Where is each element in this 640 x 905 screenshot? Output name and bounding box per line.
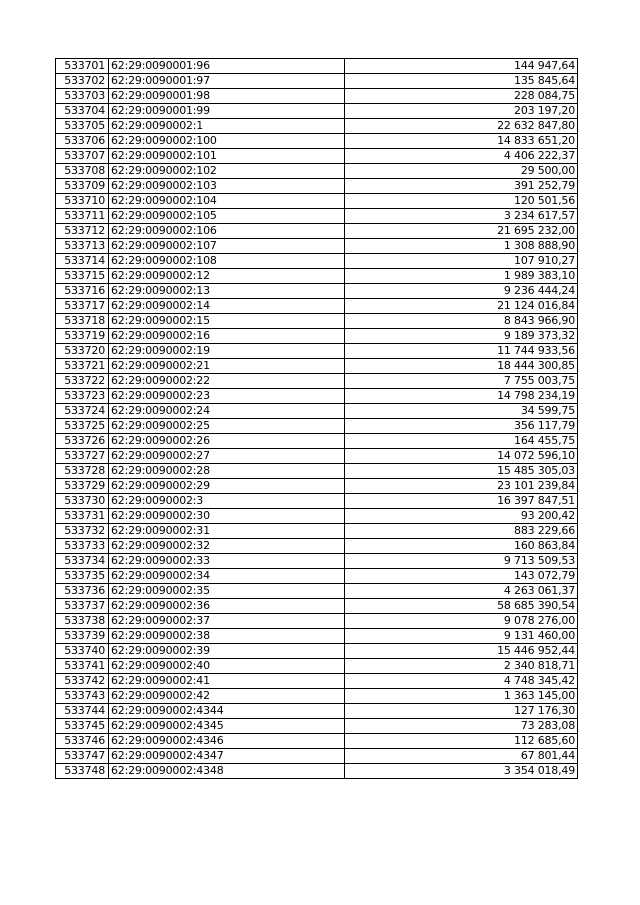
row-number-cell: 533741 bbox=[56, 659, 109, 674]
cadastral-value-cell: 120 501,56 bbox=[345, 194, 578, 209]
cadastral-value-cell: 4 748 345,42 bbox=[345, 674, 578, 689]
table-row bbox=[56, 524, 578, 539]
cadastral-number-cell: 62:29:0090002:21 bbox=[109, 359, 345, 374]
table-row bbox=[56, 164, 578, 179]
cadastral-value-cell: 127 176,30 bbox=[345, 704, 578, 719]
cadastral-number-cell: 62:29:0090002:19 bbox=[109, 344, 345, 359]
cadastral-value-cell: 112 685,60 bbox=[345, 734, 578, 749]
cadastral-number-cell: 62:29:0090002:39 bbox=[109, 644, 345, 659]
cadastral-value-cell: 73 283,08 bbox=[345, 719, 578, 734]
cadastral-value-cell: 9 189 373,32 bbox=[345, 329, 578, 344]
cadastral-number-cell: 62:29:0090002:12 bbox=[109, 269, 345, 284]
cadastral-number-cell: 62:29:0090002:28 bbox=[109, 464, 345, 479]
table-row bbox=[56, 299, 578, 314]
cadastral-number-cell: 62:29:0090002:106 bbox=[109, 224, 345, 239]
cadastral-value-cell: 1 363 145,00 bbox=[345, 689, 578, 704]
row-number-cell: 533736 bbox=[56, 584, 109, 599]
table-row bbox=[56, 209, 578, 224]
row-number-cell: 533726 bbox=[56, 434, 109, 449]
cadastral-number-cell: 62:29:0090001:96 bbox=[109, 59, 345, 74]
row-number-cell: 533727 bbox=[56, 449, 109, 464]
row-number-cell: 533704 bbox=[56, 104, 109, 119]
cadastral-value-cell: 14 072 596,10 bbox=[345, 449, 578, 464]
cadastral-number-cell: 62:29:0090001:99 bbox=[109, 104, 345, 119]
row-number-cell: 533718 bbox=[56, 314, 109, 329]
row-number-cell: 533720 bbox=[56, 344, 109, 359]
cadastral-value-cell: 15 446 952,44 bbox=[345, 644, 578, 659]
document-page bbox=[55, 58, 578, 779]
table-row bbox=[56, 119, 578, 134]
table-row bbox=[56, 629, 578, 644]
cadastral-number-cell: 62:29:0090002:105 bbox=[109, 209, 345, 224]
cadastral-value-cell: 135 845,64 bbox=[345, 74, 578, 89]
cadastral-value-cell: 9 236 444,24 bbox=[345, 284, 578, 299]
cadastral-value-cell: 14 798 234,19 bbox=[345, 389, 578, 404]
cadastral-value-cell: 1 989 383,10 bbox=[345, 269, 578, 284]
row-number-cell: 533743 bbox=[56, 689, 109, 704]
row-number-cell: 533723 bbox=[56, 389, 109, 404]
cadastral-number-cell: 62:29:0090002:101 bbox=[109, 149, 345, 164]
cadastral-value-table bbox=[55, 58, 578, 779]
table-row bbox=[56, 749, 578, 764]
cadastral-number-cell: 62:29:0090002:35 bbox=[109, 584, 345, 599]
row-number-cell: 533744 bbox=[56, 704, 109, 719]
cadastral-number-cell: 62:29:0090002:3 bbox=[109, 494, 345, 509]
table-row bbox=[56, 644, 578, 659]
table-row bbox=[56, 284, 578, 299]
table-row bbox=[56, 344, 578, 359]
table-row bbox=[56, 329, 578, 344]
table-row bbox=[56, 104, 578, 119]
cadastral-number-cell: 62:29:0090002:36 bbox=[109, 599, 345, 614]
cadastral-number-cell: 62:29:0090002:40 bbox=[109, 659, 345, 674]
cadastral-value-cell: 1 308 888,90 bbox=[345, 239, 578, 254]
row-number-cell: 533703 bbox=[56, 89, 109, 104]
row-number-cell: 533714 bbox=[56, 254, 109, 269]
row-number-cell: 533708 bbox=[56, 164, 109, 179]
cadastral-value-cell: 29 500,00 bbox=[345, 164, 578, 179]
cadastral-value-cell: 2 340 818,71 bbox=[345, 659, 578, 674]
cadastral-value-cell: 93 200,42 bbox=[345, 509, 578, 524]
table-row bbox=[56, 434, 578, 449]
cadastral-value-cell: 203 197,20 bbox=[345, 104, 578, 119]
row-number-cell: 533734 bbox=[56, 554, 109, 569]
row-number-cell: 533748 bbox=[56, 764, 109, 779]
row-number-cell: 533746 bbox=[56, 734, 109, 749]
cadastral-number-cell: 62:29:0090002:4346 bbox=[109, 734, 345, 749]
cadastral-value-cell: 16 397 847,51 bbox=[345, 494, 578, 509]
table-row bbox=[56, 689, 578, 704]
cadastral-value-cell: 143 072,79 bbox=[345, 569, 578, 584]
cadastral-value-cell: 160 863,84 bbox=[345, 539, 578, 554]
cadastral-number-cell: 62:29:0090002:108 bbox=[109, 254, 345, 269]
cadastral-number-cell: 62:29:0090002:4348 bbox=[109, 764, 345, 779]
cadastral-value-cell: 4 406 222,37 bbox=[345, 149, 578, 164]
cadastral-number-cell: 62:29:0090002:29 bbox=[109, 479, 345, 494]
row-number-cell: 533745 bbox=[56, 719, 109, 734]
cadastral-value-cell: 58 685 390,54 bbox=[345, 599, 578, 614]
row-number-cell: 533717 bbox=[56, 299, 109, 314]
cadastral-number-cell: 62:29:0090002:13 bbox=[109, 284, 345, 299]
table-row bbox=[56, 419, 578, 434]
row-number-cell: 533742 bbox=[56, 674, 109, 689]
cadastral-value-cell: 23 101 239,84 bbox=[345, 479, 578, 494]
table-row bbox=[56, 509, 578, 524]
cadastral-value-cell: 3 234 617,57 bbox=[345, 209, 578, 224]
row-number-cell: 533716 bbox=[56, 284, 109, 299]
cadastral-number-cell: 62:29:0090002:107 bbox=[109, 239, 345, 254]
cadastral-value-cell: 14 833 651,20 bbox=[345, 134, 578, 149]
cadastral-number-cell: 62:29:0090002:42 bbox=[109, 689, 345, 704]
cadastral-number-cell: 62:29:0090002:34 bbox=[109, 569, 345, 584]
cadastral-value-cell: 21 124 016,84 bbox=[345, 299, 578, 314]
cadastral-value-cell: 4 263 061,37 bbox=[345, 584, 578, 599]
cadastral-value-cell: 107 910,27 bbox=[345, 254, 578, 269]
table-row bbox=[56, 584, 578, 599]
table-row bbox=[56, 659, 578, 674]
table-row bbox=[56, 494, 578, 509]
cadastral-value-cell: 9 078 276,00 bbox=[345, 614, 578, 629]
table-row bbox=[56, 734, 578, 749]
row-number-cell: 533702 bbox=[56, 74, 109, 89]
row-number-cell: 533701 bbox=[56, 59, 109, 74]
row-number-cell: 533731 bbox=[56, 509, 109, 524]
table-row bbox=[56, 389, 578, 404]
table-row bbox=[56, 74, 578, 89]
cadastral-number-cell: 62:29:0090002:38 bbox=[109, 629, 345, 644]
cadastral-number-cell: 62:29:0090002:1 bbox=[109, 119, 345, 134]
row-number-cell: 533707 bbox=[56, 149, 109, 164]
table-row bbox=[56, 269, 578, 284]
table-row bbox=[56, 314, 578, 329]
cadastral-value-cell: 228 084,75 bbox=[345, 89, 578, 104]
cadastral-value-cell: 883 229,66 bbox=[345, 524, 578, 539]
row-number-cell: 533711 bbox=[56, 209, 109, 224]
cadastral-value-cell: 391 252,79 bbox=[345, 179, 578, 194]
table-row bbox=[56, 764, 578, 779]
cadastral-number-cell: 62:29:0090002:102 bbox=[109, 164, 345, 179]
cadastral-value-cell: 8 843 966,90 bbox=[345, 314, 578, 329]
table-row bbox=[56, 704, 578, 719]
row-number-cell: 533712 bbox=[56, 224, 109, 239]
row-number-cell: 533706 bbox=[56, 134, 109, 149]
cadastral-value-cell: 9 131 460,00 bbox=[345, 629, 578, 644]
table-row bbox=[56, 239, 578, 254]
table-row bbox=[56, 374, 578, 389]
cadastral-number-cell: 62:29:0090002:30 bbox=[109, 509, 345, 524]
row-number-cell: 533738 bbox=[56, 614, 109, 629]
table-row bbox=[56, 134, 578, 149]
cadastral-number-cell: 62:29:0090002:37 bbox=[109, 614, 345, 629]
row-number-cell: 533715 bbox=[56, 269, 109, 284]
table-row bbox=[56, 719, 578, 734]
row-number-cell: 533740 bbox=[56, 644, 109, 659]
cadastral-number-cell: 62:29:0090002:41 bbox=[109, 674, 345, 689]
cadastral-value-cell: 22 632 847,80 bbox=[345, 119, 578, 134]
table-row bbox=[56, 569, 578, 584]
table-row bbox=[56, 674, 578, 689]
table-row bbox=[56, 539, 578, 554]
cadastral-value-cell: 144 947,64 bbox=[345, 59, 578, 74]
row-number-cell: 533735 bbox=[56, 569, 109, 584]
cadastral-number-cell: 62:29:0090002:27 bbox=[109, 449, 345, 464]
cadastral-value-cell: 67 801,44 bbox=[345, 749, 578, 764]
table-row bbox=[56, 224, 578, 239]
row-number-cell: 533728 bbox=[56, 464, 109, 479]
cadastral-number-cell: 62:29:0090002:4347 bbox=[109, 749, 345, 764]
table-body bbox=[56, 59, 578, 779]
cadastral-value-cell: 15 485 305,03 bbox=[345, 464, 578, 479]
cadastral-value-cell: 7 755 003,75 bbox=[345, 374, 578, 389]
row-number-cell: 533722 bbox=[56, 374, 109, 389]
cadastral-number-cell: 62:29:0090002:25 bbox=[109, 419, 345, 434]
cadastral-number-cell: 62:29:0090001:97 bbox=[109, 74, 345, 89]
row-number-cell: 533710 bbox=[56, 194, 109, 209]
row-number-cell: 533719 bbox=[56, 329, 109, 344]
table-row bbox=[56, 554, 578, 569]
row-number-cell: 533709 bbox=[56, 179, 109, 194]
cadastral-value-cell: 3 354 018,49 bbox=[345, 764, 578, 779]
row-number-cell: 533739 bbox=[56, 629, 109, 644]
cadastral-value-cell: 34 599,75 bbox=[345, 404, 578, 419]
cadastral-number-cell: 62:29:0090002:31 bbox=[109, 524, 345, 539]
cadastral-number-cell: 62:29:0090002:16 bbox=[109, 329, 345, 344]
cadastral-value-cell: 18 444 300,85 bbox=[345, 359, 578, 374]
table-row bbox=[56, 359, 578, 374]
row-number-cell: 533733 bbox=[56, 539, 109, 554]
cadastral-value-cell: 9 713 509,53 bbox=[345, 554, 578, 569]
table-row bbox=[56, 254, 578, 269]
table-row bbox=[56, 464, 578, 479]
cadastral-number-cell: 62:29:0090002:26 bbox=[109, 434, 345, 449]
cadastral-number-cell: 62:29:0090002:100 bbox=[109, 134, 345, 149]
row-number-cell: 533730 bbox=[56, 494, 109, 509]
row-number-cell: 533721 bbox=[56, 359, 109, 374]
table-row bbox=[56, 194, 578, 209]
cadastral-number-cell: 62:29:0090002:4345 bbox=[109, 719, 345, 734]
table-row bbox=[56, 59, 578, 74]
cadastral-number-cell: 62:29:0090002:14 bbox=[109, 299, 345, 314]
row-number-cell: 533732 bbox=[56, 524, 109, 539]
row-number-cell: 533724 bbox=[56, 404, 109, 419]
table-row bbox=[56, 404, 578, 419]
row-number-cell: 533737 bbox=[56, 599, 109, 614]
cadastral-number-cell: 62:29:0090002:24 bbox=[109, 404, 345, 419]
row-number-cell: 533747 bbox=[56, 749, 109, 764]
cadastral-number-cell: 62:29:0090002:23 bbox=[109, 389, 345, 404]
table-row bbox=[56, 89, 578, 104]
row-number-cell: 533729 bbox=[56, 479, 109, 494]
cadastral-number-cell: 62:29:0090002:4344 bbox=[109, 704, 345, 719]
cadastral-value-cell: 11 744 933,56 bbox=[345, 344, 578, 359]
table-row bbox=[56, 599, 578, 614]
cadastral-number-cell: 62:29:0090002:32 bbox=[109, 539, 345, 554]
cadastral-value-cell: 164 455,75 bbox=[345, 434, 578, 449]
row-number-cell: 533713 bbox=[56, 239, 109, 254]
row-number-cell: 533725 bbox=[56, 419, 109, 434]
table-row bbox=[56, 149, 578, 164]
cadastral-number-cell: 62:29:0090002:104 bbox=[109, 194, 345, 209]
cadastral-number-cell: 62:29:0090002:33 bbox=[109, 554, 345, 569]
table-row bbox=[56, 449, 578, 464]
cadastral-value-cell: 356 117,79 bbox=[345, 419, 578, 434]
cadastral-number-cell: 62:29:0090001:98 bbox=[109, 89, 345, 104]
cadastral-value-cell: 21 695 232,00 bbox=[345, 224, 578, 239]
table-row bbox=[56, 479, 578, 494]
table-row bbox=[56, 179, 578, 194]
cadastral-number-cell: 62:29:0090002:15 bbox=[109, 314, 345, 329]
cadastral-number-cell: 62:29:0090002:22 bbox=[109, 374, 345, 389]
row-number-cell: 533705 bbox=[56, 119, 109, 134]
cadastral-number-cell: 62:29:0090002:103 bbox=[109, 179, 345, 194]
table-row bbox=[56, 614, 578, 629]
